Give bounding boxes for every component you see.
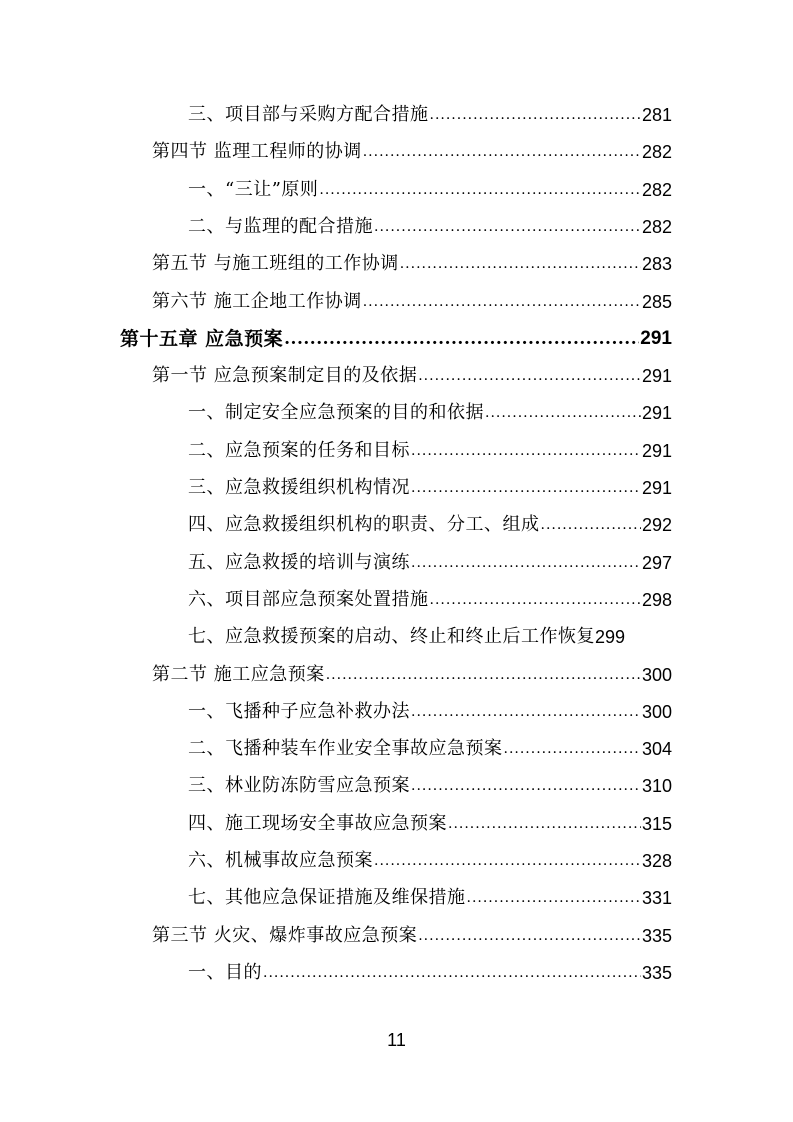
toc-dot-leader bbox=[411, 771, 641, 801]
toc-entry-page: 328 bbox=[641, 851, 672, 871]
toc-entry[interactable] bbox=[152, 249, 672, 279]
toc-entry-page: 298 bbox=[641, 589, 672, 610]
toc-entry-page: 291 bbox=[641, 478, 672, 498]
toc-entry-page: 291 bbox=[641, 403, 672, 424]
toc-entry-title: 七、应急救援预案的启动、终止和终止后工作恢复 bbox=[188, 626, 595, 648]
toc-entry-page: 331 bbox=[641, 888, 672, 909]
toc-entry-page: 282 bbox=[641, 179, 672, 200]
toc-entry-title: 四、施工现场安全事故应急预案 bbox=[188, 812, 447, 834]
toc-dot-leader bbox=[430, 585, 641, 615]
toc-dot-leader bbox=[363, 137, 641, 167]
toc-entry-page: 310 bbox=[641, 776, 672, 797]
toc-entry[interactable] bbox=[188, 846, 672, 876]
toc-entry-title: 第二节 施工应急预案 bbox=[152, 663, 325, 685]
toc-dot-leader bbox=[374, 212, 641, 242]
toc-entry-title: 六、机械事故应急预案 bbox=[188, 850, 373, 871]
toc-entry-page: 300 bbox=[641, 664, 672, 685]
toc-entry-page: 283 bbox=[641, 254, 672, 275]
toc-entry-title: 二、飞播种装车作业安全事故应急预案 bbox=[188, 738, 503, 760]
toc-entry-title: 七、其他应急保证措施及维保措施 bbox=[188, 887, 466, 909]
toc-entry[interactable] bbox=[188, 212, 672, 242]
toc-entry[interactable] bbox=[152, 361, 672, 391]
toc-entry[interactable] bbox=[152, 137, 672, 167]
toc-dot-leader bbox=[400, 249, 641, 279]
toc-entry-page: 300 bbox=[641, 701, 672, 722]
toc-entry-title: 一、“三让”原则 bbox=[188, 178, 319, 200]
toc-entry-title: 三、项目部与采购方配合措施 bbox=[188, 104, 429, 125]
toc-dot-leader bbox=[430, 100, 641, 130]
toc-dot-leader bbox=[411, 436, 641, 466]
toc-entry-title: 六、项目部应急预案处置措施 bbox=[188, 588, 429, 610]
toc-dot-leader bbox=[467, 883, 641, 913]
toc-entry-page: 292 bbox=[641, 515, 672, 536]
toc-entry[interactable] bbox=[188, 473, 672, 503]
toc-entry[interactable] bbox=[188, 883, 672, 913]
toc-entry-title: 二、应急预案的任务和目标 bbox=[188, 439, 410, 461]
toc-entry-title: 第十五章 应急预案 bbox=[120, 327, 284, 350]
toc-dot-leader bbox=[411, 548, 641, 578]
toc-entry-page: 282 bbox=[641, 216, 672, 237]
toc-dot-leader bbox=[326, 660, 641, 690]
toc-entry[interactable] bbox=[188, 175, 672, 205]
toc-entry-title: 一、制定安全应急预案的目的和依据 bbox=[188, 402, 484, 424]
toc-entry-title: 三、林业防冻防雪应急预案 bbox=[188, 775, 410, 797]
toc-dot-leader bbox=[541, 510, 641, 540]
toc-entry-page: 282 bbox=[641, 142, 672, 163]
toc-dot-leader bbox=[411, 697, 641, 727]
toc-dot-leader bbox=[363, 287, 641, 317]
toc-entry-page: 291 bbox=[640, 327, 672, 349]
toc-entry-page: 291 bbox=[641, 366, 672, 387]
toc-entry-page: 291 bbox=[641, 440, 672, 461]
toc-entry[interactable] bbox=[188, 585, 672, 615]
toc-entry[interactable] bbox=[152, 287, 672, 317]
toc-dot-leader bbox=[448, 809, 641, 839]
toc-dot-leader bbox=[504, 734, 641, 764]
toc-entry-title: 第四节 监理工程师的协调 bbox=[152, 141, 362, 163]
toc-entry-title: 五、应急救援的培训与演练 bbox=[188, 551, 410, 573]
toc-entry[interactable] bbox=[188, 622, 672, 652]
toc-dot-leader bbox=[284, 324, 639, 354]
toc-dot-leader bbox=[374, 846, 641, 876]
toc-entry[interactable] bbox=[188, 398, 672, 428]
toc-dot-leader bbox=[319, 175, 641, 205]
toc-entry-title: 三、应急救援组织机构情况 bbox=[188, 477, 410, 498]
toc-entry-page: 299 bbox=[595, 627, 626, 648]
toc-entry-page: 335 bbox=[641, 962, 672, 983]
toc-entry-page: 281 bbox=[641, 105, 672, 125]
toc-entry[interactable] bbox=[152, 921, 672, 951]
toc-entry[interactable] bbox=[152, 660, 672, 690]
toc-entry-page: 285 bbox=[641, 291, 672, 312]
toc-entry[interactable] bbox=[188, 436, 672, 466]
toc-entry-title: 第六节 施工企地工作协调 bbox=[152, 290, 362, 312]
toc-dot-leader bbox=[485, 398, 641, 428]
toc-entry-title: 第三节 火灾、爆炸事故应急预案 bbox=[152, 924, 418, 946]
toc-entry-page: 304 bbox=[641, 739, 672, 760]
toc-entry[interactable] bbox=[188, 697, 672, 727]
toc-entry-title: 第一节 应急预案制定目的及依据 bbox=[152, 365, 418, 387]
toc-dot-leader bbox=[263, 958, 641, 988]
toc-entry[interactable] bbox=[188, 100, 672, 130]
toc-dot-leader bbox=[411, 473, 641, 503]
toc-entry[interactable] bbox=[188, 809, 672, 839]
toc-entry-title: 二、与监理的配合措施 bbox=[188, 215, 373, 237]
toc-entry[interactable] bbox=[188, 548, 672, 578]
toc-entry-page: 297 bbox=[641, 552, 672, 573]
toc-entry-title: 四、应急救援组织机构的职责、分工、组成 bbox=[188, 514, 540, 536]
toc-dot-leader bbox=[418, 921, 641, 951]
toc-dot-leader bbox=[418, 361, 641, 391]
page-number: 11 bbox=[387, 1030, 406, 1050]
toc-entry-title: 一、目的 bbox=[188, 961, 262, 983]
toc-entry-page: 315 bbox=[641, 813, 672, 834]
toc-entry-title: 第五节 与施工班组的工作协调 bbox=[152, 253, 399, 275]
toc-entry-title: 一、飞播种子应急补救办法 bbox=[188, 700, 410, 722]
toc-entry[interactable] bbox=[120, 324, 672, 354]
toc-entry-page: 335 bbox=[641, 925, 672, 946]
toc-entry[interactable] bbox=[188, 958, 672, 988]
toc-entry[interactable] bbox=[188, 771, 672, 801]
toc-entry[interactable] bbox=[188, 510, 672, 540]
toc-entry[interactable] bbox=[188, 734, 672, 764]
